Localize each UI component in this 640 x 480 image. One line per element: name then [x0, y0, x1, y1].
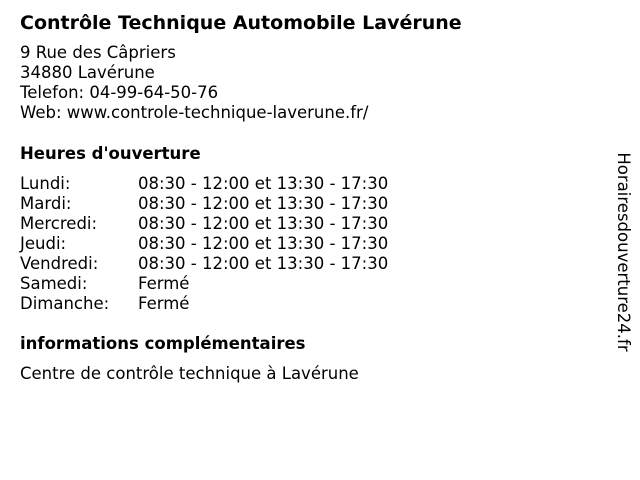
hours-value: 08:30 - 12:00 et 13:30 - 17:30	[138, 214, 389, 233]
website: Web: www.controle-technique-laverune.fr/	[20, 103, 369, 122]
hours-row-tuesday	[20, 194, 388, 214]
street-address: 9 Rue des Câpriers	[20, 43, 176, 62]
additional-info-heading: informations complémentaires	[20, 334, 306, 353]
hours-row-saturday	[20, 274, 388, 294]
hours-value: 08:30 - 12:00 et 13:30 - 17:30	[138, 174, 389, 193]
day-label: Samedi:	[20, 274, 88, 293]
hours-value: 08:30 - 12:00 et 13:30 - 17:30	[138, 254, 389, 273]
hours-value: Fermé	[138, 274, 190, 293]
day-label: Mercredi:	[20, 214, 98, 233]
hours-row-wednesday	[20, 214, 388, 234]
hours-row-monday	[20, 174, 388, 194]
day-label: Dimanche:	[20, 294, 110, 313]
business-name: Contrôle Technique Automobile Lavérune	[20, 12, 462, 34]
hours-value: 08:30 - 12:00 et 13:30 - 17:30	[138, 194, 389, 213]
address-block	[20, 43, 368, 123]
hours-value: Fermé	[138, 294, 190, 313]
hours-row-thursday	[20, 234, 388, 254]
hours-value: 08:30 - 12:00 et 13:30 - 17:30	[138, 234, 389, 253]
additional-info-text: Centre de contrôle technique à Lavérune	[20, 364, 359, 383]
day-label: Mardi:	[20, 194, 72, 213]
day-label: Lundi:	[20, 174, 71, 193]
hours-row-friday	[20, 254, 388, 274]
day-label: Jeudi:	[20, 234, 67, 253]
source-watermark: Horairesdouverture24.fr	[614, 152, 633, 352]
phone-number: Telefon: 04-99-64-50-76	[20, 83, 219, 102]
opening-hours-table	[20, 174, 388, 314]
day-label: Vendredi:	[20, 254, 99, 273]
hours-row-sunday	[20, 294, 388, 314]
opening-hours-heading: Heures d'ouverture	[20, 144, 201, 163]
city-postcode: 34880 Lavérune	[20, 63, 155, 82]
